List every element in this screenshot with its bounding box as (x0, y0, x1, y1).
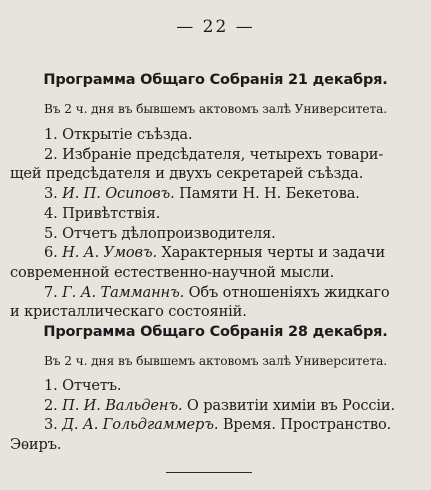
closing-rule (166, 472, 252, 473)
item-text: Отчетъ. (62, 377, 122, 394)
item-text: Объ отношеніяхъ жидкаго (188, 283, 390, 301)
program-list-dec-21 (10, 125, 414, 322)
section-subtitle-dec-28: Въ 2 ч. дня въ бывшемъ актовомъ залѣ Университета. (43, 354, 388, 368)
item-author: Д. А. Гольдгаммеръ. (62, 416, 219, 434)
item-number: 5. (44, 224, 58, 242)
program-item (44, 204, 414, 224)
item-number: 6. (44, 244, 58, 262)
item-author: Н. А. Умовъ. (62, 244, 157, 262)
item-text: Открытіе съѣзда. (62, 126, 193, 143)
page-number: — 22 — (176, 17, 255, 37)
program-item (44, 125, 414, 145)
program-item (10, 283, 414, 322)
item-text: О развитіи химіи въ Россіи. (186, 396, 395, 414)
program-item (44, 376, 414, 396)
item-text: Памяти Н. Н. Бекетова. (179, 185, 360, 203)
program-list-dec-28 (10, 376, 414, 455)
program-item (44, 224, 414, 244)
item-author: И. П. Осиповъ. (62, 185, 175, 203)
program-item (44, 396, 414, 416)
item-number: 3. (44, 416, 58, 434)
item-number: 7. (44, 283, 58, 301)
item-text: Привѣтствія. (62, 204, 161, 222)
item-number: 1. (44, 126, 58, 143)
section-title-dec-28: Программа Общаго Собранія 28 декабря. (43, 324, 388, 340)
item-number: 2. (44, 396, 58, 414)
item-number: 2. (44, 145, 58, 163)
item-author: П. И. Вальденъ. (62, 396, 183, 414)
item-text-continuation: Эѳиръ. (10, 436, 62, 454)
item-text: Время. Пространство. (222, 416, 392, 434)
program-item (10, 415, 414, 454)
item-number: 3. (44, 185, 58, 203)
item-text: Характерныя черты и задачи (161, 244, 386, 262)
section-subtitle-dec-21: Въ 2 ч. дня въ бывшемъ актовомъ залѣ Университета. (43, 102, 388, 116)
item-text-continuation: современной естественно-научной мысли. (10, 263, 335, 281)
program-item (44, 184, 414, 204)
section-title-dec-21: Программа Общаго Собранія 21 декабря. (43, 72, 388, 88)
item-text: Отчетъ дѣлопроизводителя. (62, 224, 276, 242)
item-text-continuation: щей предсѣдателя и двухъ секретарей съѣзда. (10, 165, 364, 183)
item-author: Г. А. Тамманнъ. (62, 283, 185, 301)
item-text: Избраніе предсѣдателя, четырехъ товари- (62, 145, 384, 163)
program-item (10, 145, 414, 184)
program-item (10, 243, 414, 282)
item-text-continuation: и кристаллическаго состояній. (10, 303, 247, 321)
item-number: 1. (44, 377, 58, 394)
item-number: 4. (44, 204, 58, 222)
